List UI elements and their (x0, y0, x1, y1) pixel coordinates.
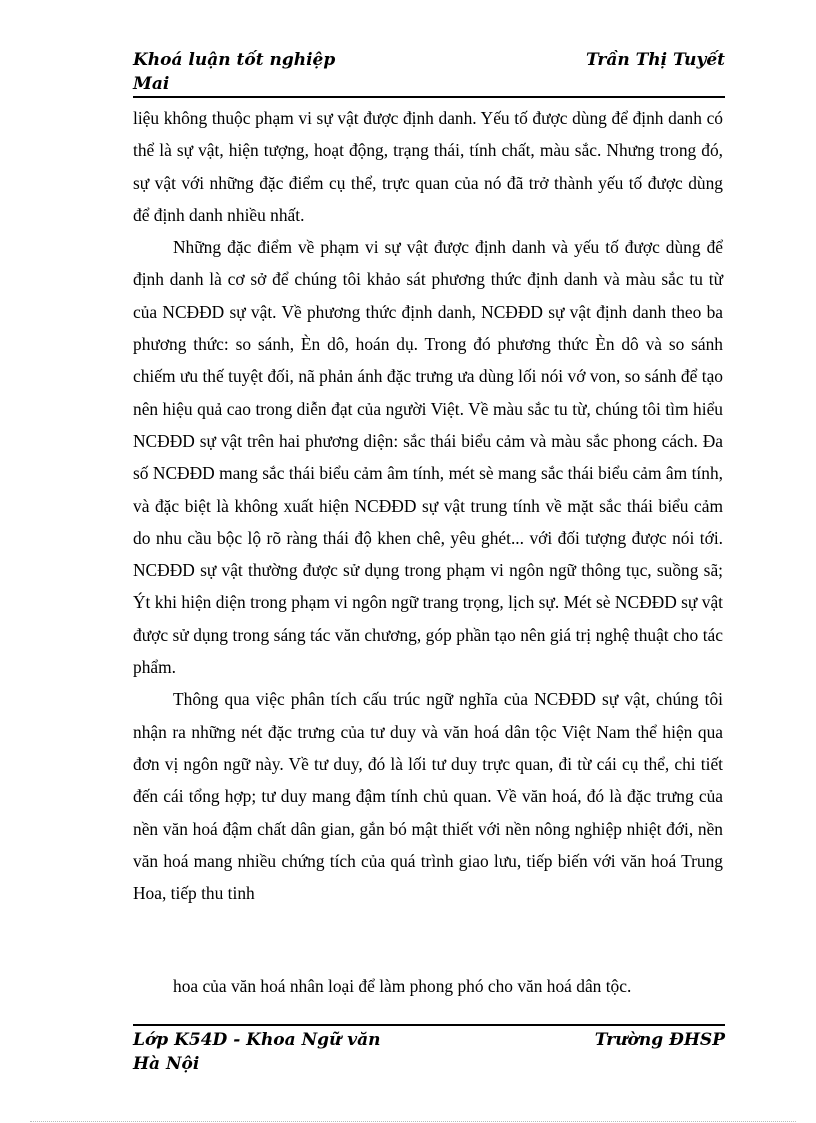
page-footer (133, 1030, 725, 1078)
header-author-name-cont: Mai (133, 74, 170, 94)
footer-rule (133, 1024, 725, 1026)
page-header (133, 50, 725, 96)
header-thesis-title: Khoá luận tốt nghiệp (133, 50, 336, 70)
header-rule (133, 96, 725, 98)
paragraph-continuation: liệu không thuộc phạm vi sự vật được định danh. Yếu tố được dùng để định danh có thể là sự vật, hiện tượng, hoạt động, trạng thái, tính chất, màu sắc. Nhưng trong đó, sự vật với những đặc điểm cụ thể, trực quan của nó đã trở thành yếu tố được dùng để định danh nhiều nhất. (133, 108, 723, 225)
page-bottom-border (30, 1121, 796, 1122)
footer-class-dept: Lớp K54D - Khoa Ngữ văn (133, 1030, 381, 1050)
paragraph-culture-thinking: Thông qua việc phân tích cấu trúc ngữ nghĩa của NCĐĐD sự vật, chúng tôi nhận ra những nét đặc trưng của tư duy và văn hoá dân tộc Việt Nam thể hiện qua đơn vị ngôn ngữ này. Về tư duy, đó là lối tư duy trực quan, đi từ cái cụ thể, chi tiết đến cái tổng hợp; tư duy mang đậm tính chủ quan. Về văn hoá, đó là đặc trưng của nền văn hoá đậm chất dân gian, gắn bó mật thiết với nền nông nghiệp nhiệt đới, nền văn hoá mang nhiều chứng tích của quá trình giao lưu, tiếp biến với văn hoá Trung Hoa, tiếp thu tinh (133, 689, 723, 904)
paragraph-last-line: hoa của văn hoá nhân loại để làm phong phó cho văn hoá dân tộc. (173, 976, 632, 996)
header-author-name: Trần Thị Tuyết (585, 50, 725, 70)
footer-university: Trường ĐHSP (594, 1030, 725, 1050)
footer-city: Hà Nội (133, 1054, 200, 1074)
body-text (133, 102, 723, 909)
paragraph-naming-methods: Những đặc điểm về phạm vi sự vật được định danh và yếu tố được dùng để định danh là cơ sở để chúng tôi khảo sát phương thức định danh và màu sắc tu từ của NCĐĐD sự vật. Về phương thức định danh, NCĐĐD sự vật định danh theo ba phương thức: so sánh, Èn dô, hoán dụ. Trong đó phương thức Èn dô và so sánh chiếm ưu thế tuyệt đối, nã phản ánh đặc trưng ưa dùng lối nói vớ von, so sánh để tạo nên hiệu quả cao trong diễn đạt của người Việt. Về màu sắc tu từ, chúng tôi tìm hiểu NCĐĐD sự vật trên hai phương diện: sắc thái biểu cảm và màu sắc phong cách. Đa số NCĐĐD mang sắc thái biểu cảm âm tính, mét sè mang sắc thái biểu cảm âm tính, và đặc biệt là không xuất hiện NCĐĐD sự vật trung tính về mặt sắc thái biểu cảm do nhu cầu bộc lộ rõ ràng thái độ khen chê, yêu ghét... với đối tượng được nói tới. NCĐĐD sự vật thường được sử dụng trong phạm vi ngôn ngữ thông tục, suồng sã; Ýt khi hiện diện trong phạm vi ngôn ngữ trang trọng, lịch sự. Mét sè NCĐĐD sự vật được sử dụng trong sáng tác văn chương, góp phần tạo nên giá trị nghệ thuật cho tác phẩm. (133, 237, 723, 678)
